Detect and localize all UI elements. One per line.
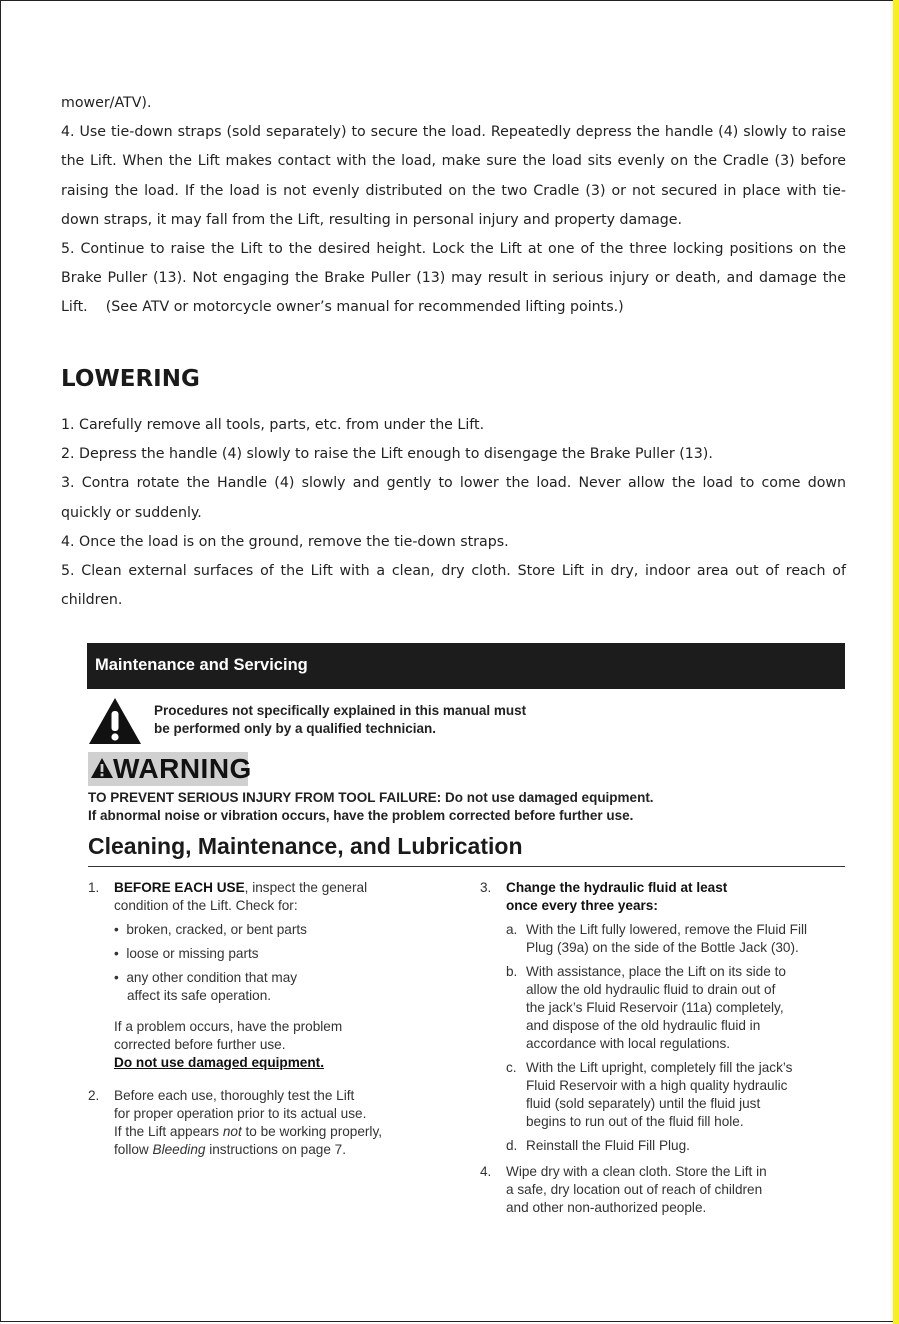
item-text: and other non-authorized people. bbox=[506, 1200, 707, 1215]
item-text: Before each use, thoroughly test the Lift bbox=[114, 1088, 355, 1103]
item-number: 1. bbox=[88, 880, 100, 895]
cleaning-section-title: Cleaning, Maintenance, and Lubrication bbox=[88, 833, 523, 859]
item-number: 2. bbox=[88, 1088, 100, 1103]
warning-line: TO PREVENT SERIOUS INJURY FROM TOOL FAILURE: Do not use damaged equipment. bbox=[88, 790, 654, 805]
emphasis: not bbox=[222, 1124, 242, 1139]
sub-item-d: d. Reinstall the Fluid Fill Plug. bbox=[506, 1138, 690, 1153]
warning-line: If abnormal noise or vibration occurs, have the problem corrected before further use. bbox=[88, 808, 634, 823]
item-text: , inspect the general bbox=[244, 880, 368, 895]
paragraph: 4. Use tie-down straps (sold separately) to secure the load. Repeatedly depress the handle (4) slowly to raise the Lift. When the Lift makes contact with the load, make sure the load sits evenly on the Cradle (3) before raising the load. If the load is not evenly distributed on the two Cradle (3) or not secured in place with tie-down straps, it may fall from the Lift, resulting in personal injury and property damage. bbox=[61, 124, 846, 228]
warning-text bbox=[88, 789, 654, 825]
paragraph: 4. Once the load is on the ground, remove the tie-down straps. bbox=[61, 533, 509, 550]
warning-label: WARNING bbox=[113, 753, 252, 784]
item-title: Change the hydraulic fluid at least bbox=[506, 880, 728, 895]
paragraph: 3. Contra rotate the Handle (4) slowly and gently to lower the load. Never allow the load to come down quickly or suddenly. bbox=[61, 475, 846, 521]
item-number: 3. bbox=[480, 880, 492, 895]
emphasis: Bleeding bbox=[152, 1142, 206, 1157]
item-3-body bbox=[506, 879, 807, 1155]
bullet-item: any other condition that may bbox=[126, 970, 298, 985]
damaged-equipment-warning: Do not use damaged equipment. bbox=[114, 1055, 324, 1070]
item-text: If a problem occurs, have the problem bbox=[114, 1019, 343, 1034]
page-edge-bar bbox=[893, 0, 899, 1324]
paragraph: 1. Carefully remove all tools, parts, etc. from under the Lift. bbox=[61, 417, 485, 433]
paragraph: mower/ATV). bbox=[61, 95, 152, 111]
lowering-steps bbox=[61, 411, 846, 615]
item-text: corrected before further use. bbox=[114, 1037, 286, 1052]
item-text: condition of the Lift. Check for: bbox=[114, 898, 298, 913]
notice-line: Procedures not specifically explained in this manual must bbox=[154, 703, 527, 718]
sub-item-c: c. With the Lift upright, completely fill the jack’s Fluid Reservoir with a high quality hydraulic fluid (sold separately) until the fluid just begins to run out of the fluid fill hole. bbox=[506, 1060, 793, 1129]
item-4-body bbox=[506, 1163, 767, 1217]
warning-label-box bbox=[88, 752, 252, 786]
paragraph: 5. Clean external surfaces of the Lift with a clean, dry cloth. Store Lift in dry, indoor area out of reach of children. bbox=[61, 563, 846, 609]
section-divider bbox=[88, 866, 845, 867]
lowering-heading: LOWERING bbox=[61, 366, 200, 392]
maintenance-header-bar bbox=[87, 643, 845, 689]
sub-item-a: a. With the Lift fully lowered, remove the Fluid Fill Plug (39a) on the side of the Bottle Jack (30). bbox=[506, 922, 808, 955]
item-lead: BEFORE EACH USE bbox=[114, 880, 245, 895]
paragraph: 2. Depress the handle (4) slowly to raise the Lift enough to disengage the Brake Puller (13). bbox=[61, 446, 713, 463]
item-title: once every three years: bbox=[506, 898, 658, 913]
notice-line: be performed only by a qualified technician. bbox=[154, 721, 437, 736]
item-text: a safe, dry location out of reach of children bbox=[506, 1182, 763, 1197]
warning-triangle-icon bbox=[88, 697, 142, 745]
item-number: 4. bbox=[480, 1164, 492, 1179]
raising-steps bbox=[61, 89, 846, 323]
qualified-technician-notice bbox=[154, 702, 526, 738]
item-text: Wipe dry with a clean cloth. Store the Lift in bbox=[506, 1164, 767, 1179]
bullet-item-continued: affect its safe operation. bbox=[127, 988, 272, 1003]
item-2-body: Before each use, thoroughly test the Lift for proper operation prior to its actual use. If the Lift appears not to be working properly, follow Bleeding instructions on page 7. bbox=[114, 1088, 383, 1157]
bullet-item: broken, cracked, or bent parts bbox=[126, 922, 307, 937]
sub-item-b: b. With assistance, place the Lift on its side to allow the old hydraulic fluid to drain out of the jack’s Fluid Reservoir (11a) completely, and dispose of the old hydraulic fluid in accordance with local regulations. bbox=[506, 964, 786, 1051]
item-1-body: BEFORE EACH USE, inspect the general condition of the Lift. Check for: • broken, cracked, or bent parts • loose or missing parts • any other condition that may affect its safe operation. If a problem occurs, have the problem corrected before further use. Do not use damaged equipment. bbox=[114, 880, 368, 1070]
paragraph: 5. Continue to raise the Lift to the desired height. Lock the Lift at one of the three locking positions on the Brake Puller (13). Not engaging the Brake Puller (13) may result in serious injury or death, and damage the Lift. (See ATV or motorcycle owner’s manual for recommended lifting points.) bbox=[61, 241, 846, 316]
bullet-item: loose or missing parts bbox=[126, 946, 259, 961]
alert-triangle-icon bbox=[90, 757, 114, 779]
maintenance-header: Maintenance and Servicing bbox=[95, 656, 308, 674]
item-text: for proper operation prior to its actual use. bbox=[114, 1106, 367, 1121]
